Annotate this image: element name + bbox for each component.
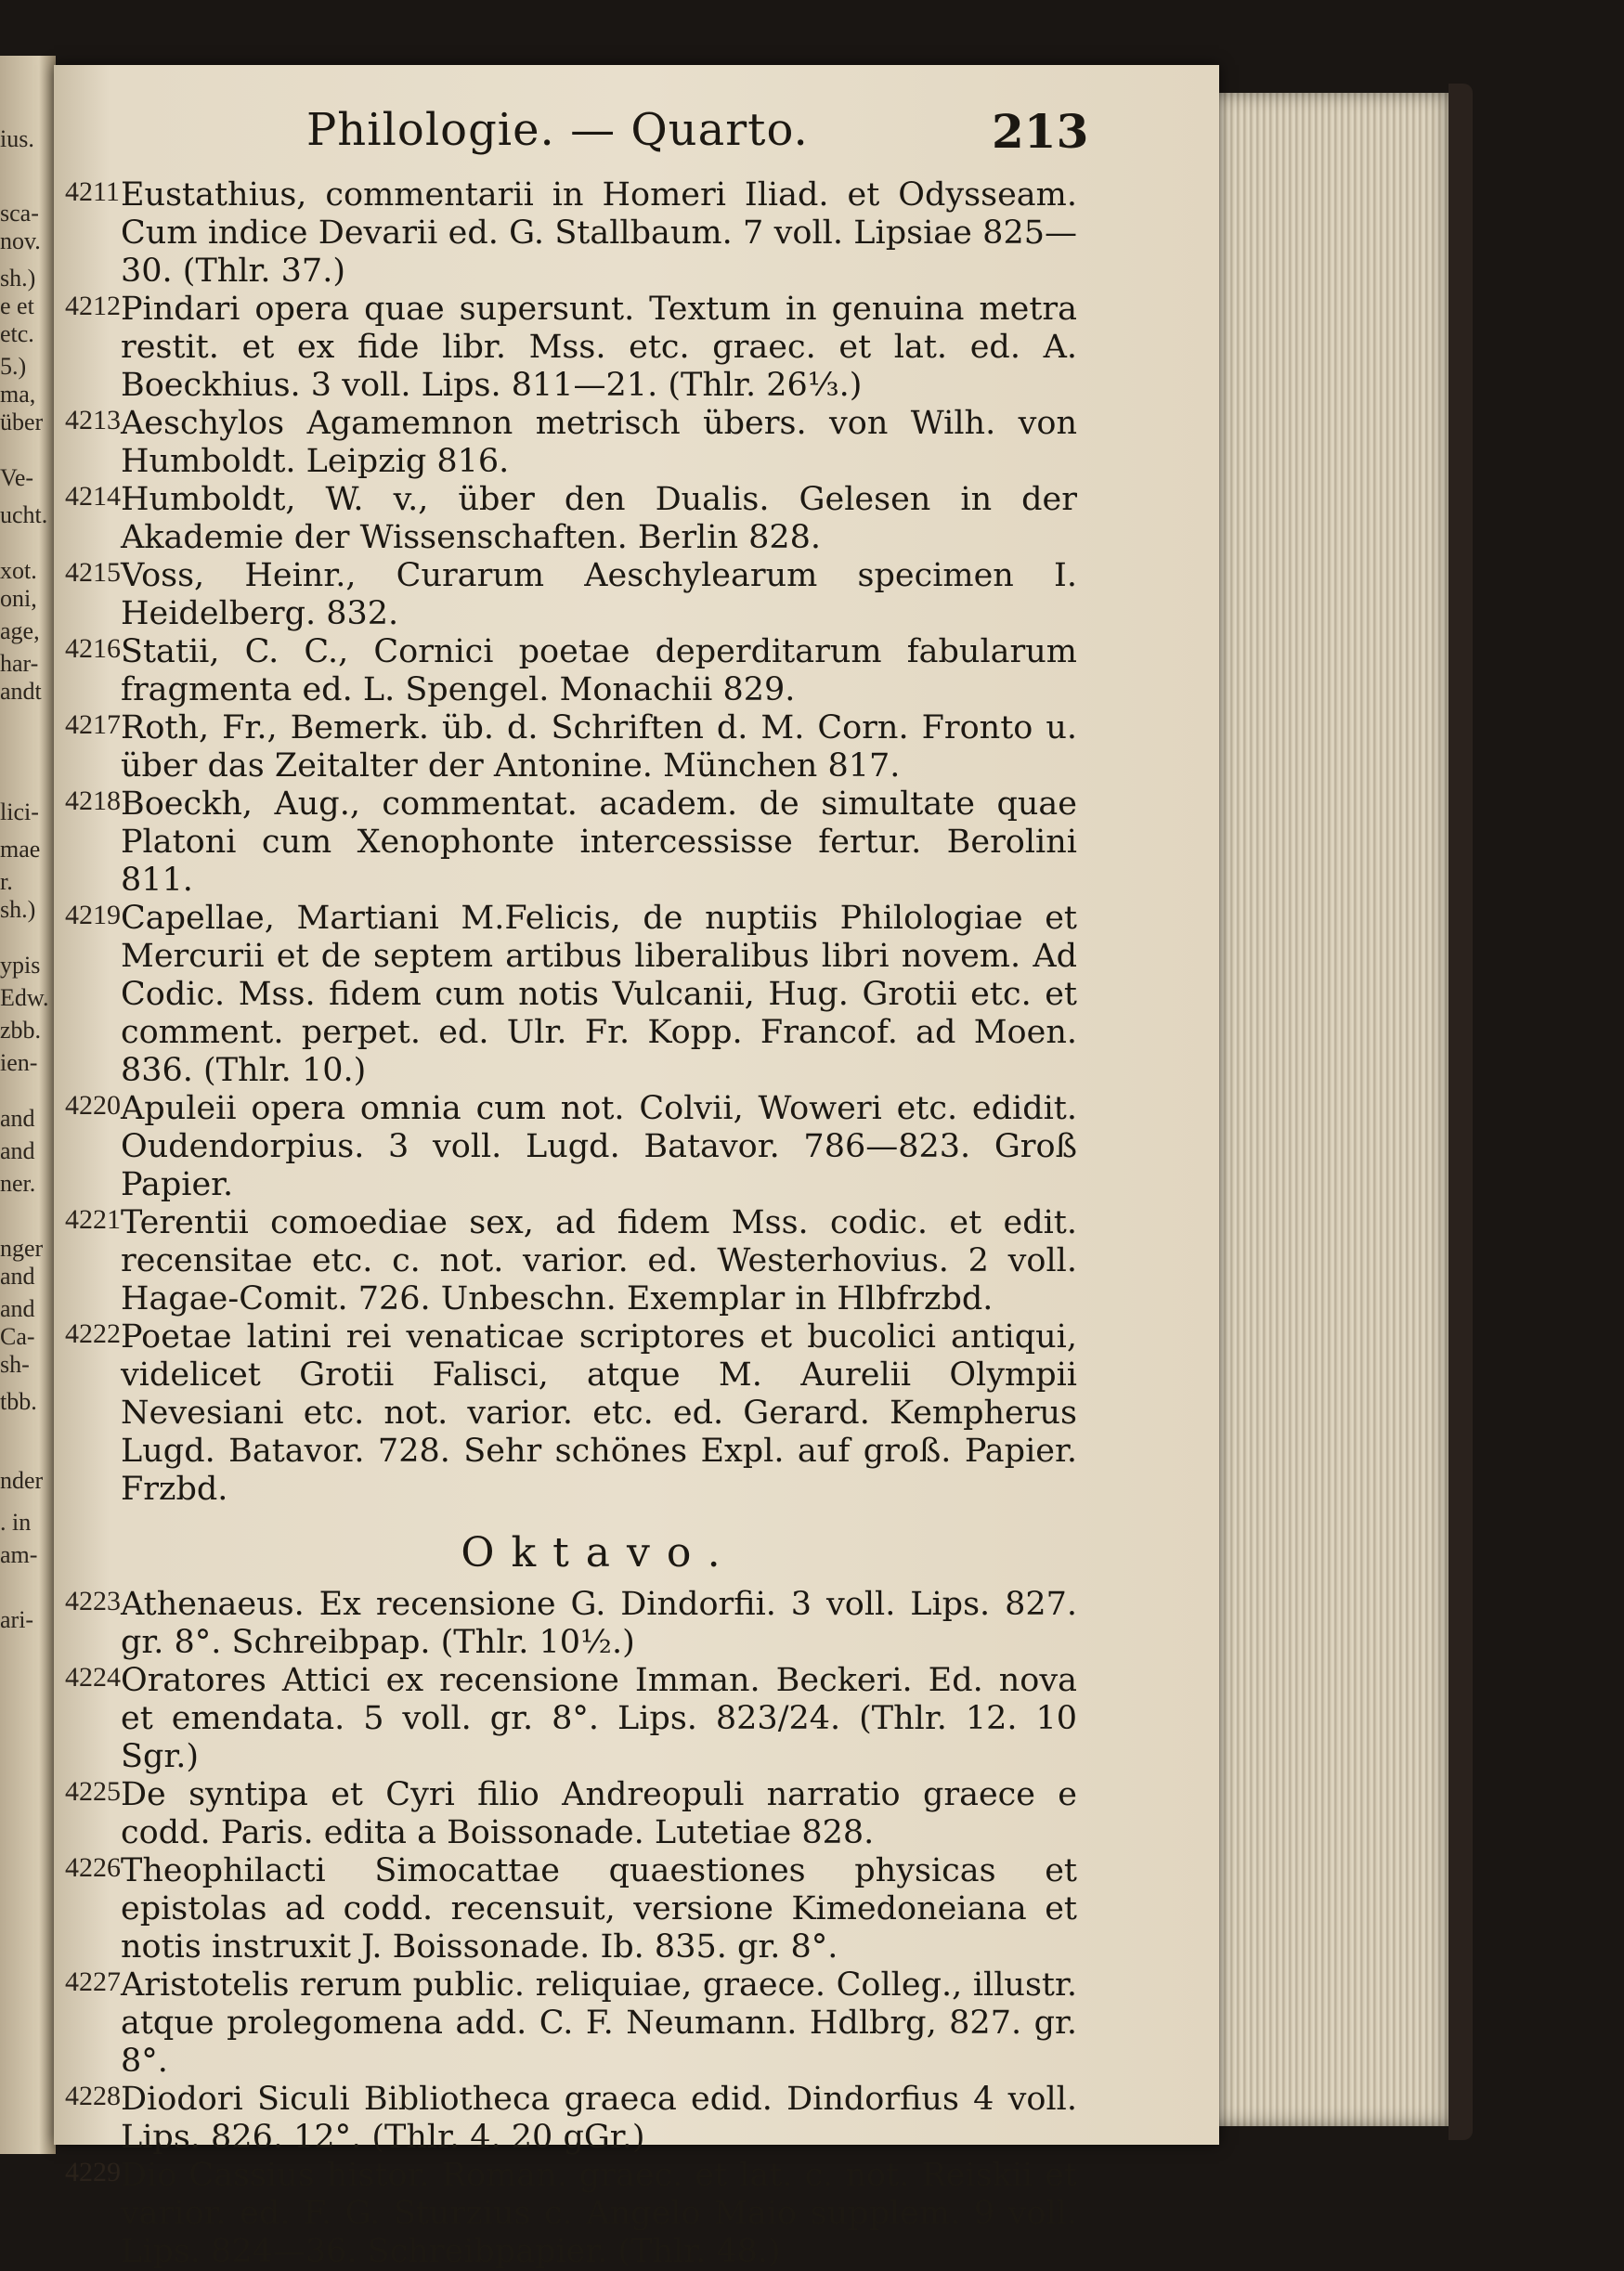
left-margin-fragment: oni, xyxy=(0,585,37,612)
page-number: 213 xyxy=(992,104,1089,159)
entry-text: Oratores Attici ex recensione Imman. Beckeri. Ed. nova et emendata. 5 voll. gr. 8°. Lips. 823/24. (Thlr. 12. 10 Sgr.) xyxy=(121,1662,1077,1775)
catalog-entry xyxy=(65,900,1077,1090)
entry-text: Theophilacti Simocattae quaestiones physicas et epistolas ad codd. recensuit, versione Kimedoneiana et notis instruxit J. Boissonade. Ib. 835. gr. 8°. xyxy=(121,1852,1077,1966)
catalog-entry xyxy=(65,1966,1077,2081)
entry-text: Humboldt, W. v., über den Dualis. Gelesen in der Akademie der Wissenschaften. Berlin 828. xyxy=(121,481,1077,556)
catalog-entry xyxy=(65,557,1077,633)
left-margin-fragment: and xyxy=(0,1105,35,1132)
catalog-entry xyxy=(65,633,1077,709)
left-margin-fragment: über xyxy=(0,409,44,435)
entry-number: 4224 xyxy=(65,1662,121,1693)
catalog-entry xyxy=(65,2081,1077,2157)
catalog-entry xyxy=(65,1662,1077,1776)
book-page-edges xyxy=(1207,93,1458,2126)
entry-number: 4220 xyxy=(65,1090,121,1121)
entry-number: 4218 xyxy=(65,785,121,816)
entry-number: 4222 xyxy=(65,1318,121,1349)
catalog-entry xyxy=(65,709,1077,785)
left-margin-fragment: ner. xyxy=(0,1170,36,1197)
left-margin-fragment: har- xyxy=(0,650,39,677)
entry-number: 4213 xyxy=(65,405,121,435)
left-margin-fragment: andt xyxy=(0,678,42,705)
entry-text: De syntipa et Cyri filio Andreopuli narratio graece e codd. Paris. edita a Boissonade. Lutetiae 828. xyxy=(121,1776,1077,1851)
entry-text: Athenaeus. Ex recensione G. Dindorfii. 3 voll. Lips. 827. gr. 8°. Schreibpap. (Thlr. 10½.) xyxy=(121,1586,1077,1661)
running-header xyxy=(306,104,1089,169)
entry-number: 4212 xyxy=(65,291,121,321)
left-margin-fragment: r. xyxy=(0,868,13,895)
catalog-entry xyxy=(65,1776,1077,1852)
left-margin-fragment: and xyxy=(0,1137,35,1164)
left-margin-fragment: nder xyxy=(0,1467,44,1494)
catalog-entry xyxy=(65,2157,1077,2271)
left-margin-fragment: sh.) xyxy=(0,896,36,923)
left-margin-fragment: mae xyxy=(0,836,41,863)
left-margin-fragment: ypis xyxy=(0,952,41,979)
entry-number: 4219 xyxy=(65,900,121,930)
entry-number: 4221 xyxy=(65,1204,121,1235)
left-margin-fragment: . in xyxy=(0,1509,32,1536)
left-margin-fragment: am- xyxy=(0,1541,38,1568)
left-margin-fragment: 5.) xyxy=(0,353,27,380)
left-margin-fragment: sh- xyxy=(0,1351,30,1378)
left-margin-fragment: nov. xyxy=(0,227,41,254)
catalog-entry xyxy=(65,405,1077,481)
entry-text: Diodori Siculi Bibliotheca graeca edid. Dindorfius 4 voll. Lips. 826. 12°. (Thlr. 4. 20 gGr.) xyxy=(121,2081,1077,2156)
left-margin-fragment: ius. xyxy=(0,125,34,152)
left-margin-fragment: sca- xyxy=(0,200,39,227)
catalog-entry xyxy=(65,785,1077,900)
entry-text: Boeckh, Aug., commentat. academ. de simultate quae Platoni cum Xenophonte intercessisse fertur. Berolini 811. xyxy=(121,785,1077,899)
left-margin-fragment: age, xyxy=(0,617,40,644)
left-margin-fragment: Edw. xyxy=(0,984,49,1011)
oktavo-entry-list xyxy=(65,1586,1077,2271)
left-margin-fragment: tbb. xyxy=(0,1388,37,1415)
left-margin-fragment: and xyxy=(0,1295,35,1322)
entry-number: 4217 xyxy=(65,709,121,740)
entry-number: 4225 xyxy=(65,1776,121,1807)
catalog-entry xyxy=(65,1318,1077,1509)
entry-number: 4214 xyxy=(65,481,121,512)
quarto-entry-list xyxy=(65,176,1077,1509)
left-margin-fragment: Ve- xyxy=(0,464,34,491)
book-cover-edge xyxy=(1449,84,1473,2140)
left-page-fragment xyxy=(0,56,56,2154)
catalog-entry xyxy=(65,1090,1077,1204)
entry-number: 4216 xyxy=(65,633,121,664)
entry-text: Aeschylos Agamemnon metrisch übers. von Wilh. von Humboldt. Leipzig 816. xyxy=(121,405,1077,480)
left-margin-fragment: ma, xyxy=(0,381,36,408)
catalog-entry xyxy=(65,1586,1077,1662)
entry-number: 4211 xyxy=(65,176,120,207)
entry-number: 4226 xyxy=(65,1852,121,1883)
entry-text: Capellae, Martiani M.Felicis, de nuptiis Philologiae et Mercurii et de septem artibus liberalibus libri novem. Ad Codic. Mss. fidem cum notis Vulcanii, Hug. Grotii etc. et comment. perpet. ed. Ulr. Fr. Kopp. Francof. ad Moen. 836. (Thlr. 10.) xyxy=(121,900,1077,1089)
entry-number: 4223 xyxy=(65,1586,121,1616)
entry-text: Dio Cassius histor. Roman. graec. et lat. c. not. Reiskii et varior. ed. F. G. Sturzius c. Angelo Maio supplem. 9 voll. Lips. 824—36. Schreibpapier. (Thlr. 48.) xyxy=(121,2157,1077,2270)
entry-text: Eustathius, commentarii in Homeri Iliad. et Odysseam. Cum indice Devarii ed. G. Stallbaum. 7 voll. Lipsiae 825—30. (Thlr. 37.) xyxy=(121,176,1077,290)
header-title: Philologie. — Quarto. xyxy=(306,104,809,156)
left-margin-fragment: xot. xyxy=(0,557,37,584)
left-margin-fragment: Ca- xyxy=(0,1323,35,1350)
left-margin-fragment: ari- xyxy=(0,1606,34,1633)
entry-number: 4215 xyxy=(65,557,121,588)
left-margin-fragment: e et xyxy=(0,292,34,319)
section-heading: Oktavo. xyxy=(461,1529,737,1577)
entry-text: Terentii comoediae sex, ad fidem Mss. codic. et edit. recensitae etc. c. not. varior. ed. Westerhovius. 2 voll. Hagae-Comit. 726. Unbeschn. Exemplar in Hlbfrzbd. xyxy=(121,1204,1077,1317)
catalog-entry xyxy=(65,481,1077,557)
left-margin-fragment: nger xyxy=(0,1235,44,1262)
left-margin-fragment: ucht. xyxy=(0,501,48,528)
entry-text: Apuleii opera omnia cum not. Colvii, Woweri etc. edidit. Oudendorpius. 3 voll. Lugd. Batavor. 786—823. Groß Papier. xyxy=(121,1090,1077,1203)
catalog-entries xyxy=(65,176,1077,2271)
left-margin-fragment: lici- xyxy=(0,798,39,825)
catalog-entry xyxy=(65,1852,1077,1966)
entry-text: Pindari opera quae supersunt. Textum in genuina metra restit. et ex fide libr. Mss. etc. graec. et lat. ed. A. Boeckhius. 3 voll. Lips. 811—21. (Thlr. 26⅓.) xyxy=(121,291,1077,404)
entry-text: Voss, Heinr., Curarum Aeschylearum specimen I. Heidelberg. 832. xyxy=(121,557,1077,632)
entry-number: 4228 xyxy=(65,2081,121,2111)
catalog-entry xyxy=(65,291,1077,405)
entry-text: Statii, C. C., Cornici poetae deperditarum fabularum fragmenta ed. L. Spengel. Monachii 829. xyxy=(121,633,1077,708)
left-margin-fragment: and xyxy=(0,1263,35,1290)
catalog-entry xyxy=(65,176,1077,291)
catalog-entry xyxy=(65,1204,1077,1318)
left-margin-fragment: zbb. xyxy=(0,1017,42,1044)
entry-text: Roth, Fr., Bemerk. üb. d. Schriften d. M. Corn. Fronto u. über das Zeitalter der Antonine. München 817. xyxy=(121,709,1077,785)
left-margin-fragment: etc. xyxy=(0,320,34,347)
entry-text: Poetae latini rei venaticae scriptores et bucolici antiqui, videlicet Grotii Falisci, atque M. Aurelii Olympii Nevesiani etc. not. varior. etc. ed. Gerard. Kempherus Lugd. Batavor. 728. Sehr schönes Expl. auf groß. Papier. Frzbd. xyxy=(121,1318,1077,1508)
left-margin-fragment: sh.) xyxy=(0,265,36,292)
entry-number: 4227 xyxy=(65,1966,121,1997)
left-margin-fragment: ien- xyxy=(0,1049,38,1076)
entry-text: Aristotelis rerum public. reliquiae, graece. Colleg., illustr. atque prolegomena add. C. F. Neumann. Hdlbrg, 827. gr. 8°. xyxy=(121,1966,1077,2080)
entry-number: 4229 xyxy=(65,2157,121,2187)
